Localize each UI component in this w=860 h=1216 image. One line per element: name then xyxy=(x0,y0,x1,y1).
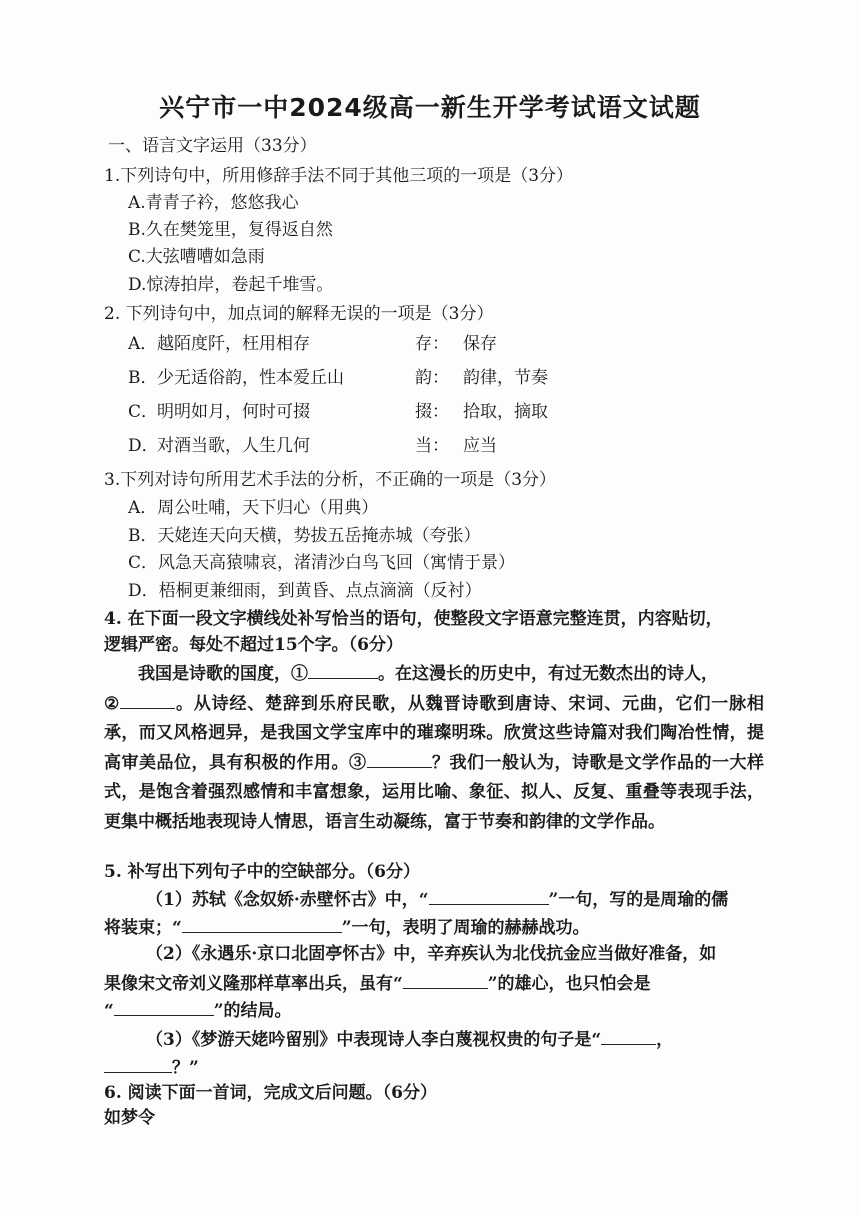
q5-s2-line1: （2）《永遇乐·京口北固亭怀古》中，辛弃疾认为北伐抗金应当做好准备，如 xyxy=(146,944,717,964)
q1-option-d: D.惊涛拍岸，卷起千堆雪。 xyxy=(128,275,334,295)
q5-s1-line1 xyxy=(146,886,728,912)
q2-row-d-meaning: 应当 xyxy=(463,436,497,456)
q4-stem-line2: 逻辑严密。每处不超过15个字。（6分） xyxy=(104,635,403,655)
q4-stem-line1: 4. 在下面一段文字横线处补写恰当的语句，使整段文字语意完整连贯，内容贴切， xyxy=(104,609,723,629)
q5-blank-6[interactable] xyxy=(104,1054,172,1073)
q5-s3-part-c: ？” xyxy=(172,1058,199,1078)
q2-row-c-poem: 明明如月，何时可掇 xyxy=(157,402,310,422)
q5-blank-3[interactable] xyxy=(403,970,488,989)
q5-s2-part-c: ”的雄心，也只怕会是 xyxy=(487,974,651,994)
q5-s3-part-a: （3）《梦游天姥吟留别》中表现诗人李白蔑视权贵的句子是“ xyxy=(146,1030,602,1050)
q4-blank-1[interactable] xyxy=(308,660,378,679)
q3-option-d: D．梧桐更兼细雨，到黄昏、点点滴滴（反衬） xyxy=(128,581,482,601)
q2-stem: 2. 下列诗句中，加点词的解释无误的一项是（3分） xyxy=(104,304,494,324)
q5-blank-2[interactable] xyxy=(182,914,342,933)
q4-blank-2[interactable] xyxy=(120,690,175,709)
q4-passage-part3: ② xyxy=(104,693,121,714)
q4-passage-part4: 。从诗经、楚辞到乐府民歌，从魏晋诗歌到唐诗、宋词、元曲，它们一脉相承，而又风格迥异，是我国文学宝库中的璀璨明珠。欣赏这些诗篇对我们陶冶性情，提高审美品位，具有积极的作用。③ xyxy=(104,693,764,773)
q5-s3-part-b: ， xyxy=(656,1030,674,1050)
q2-row-c-letter: C． xyxy=(128,402,159,422)
q5-s3-line1 xyxy=(146,1026,673,1052)
q2-row-b-poem: 少无适俗韵，性本爱丘山 xyxy=(157,368,344,388)
q5-s2-line3 xyxy=(104,997,292,1023)
q1-option-a: A.青青子衿，悠悠我心 xyxy=(128,193,299,213)
q4-blank-3[interactable] xyxy=(367,749,432,768)
q4-passage-part1: 我国是诗歌的国度，① xyxy=(138,664,308,684)
q2-row-b-meaning: 韵律，节奏 xyxy=(463,368,548,388)
q3-option-a: A．周公吐哺，天下归心（用典） xyxy=(128,498,379,518)
q5-blank-1[interactable] xyxy=(429,886,549,905)
q2-row-c-meaning: 拾取，摘取 xyxy=(463,402,548,422)
exam-title: 兴宁市一中2024级高一新生开学考试语文试题 xyxy=(159,93,701,122)
q5-stem: 5. 补写出下列句子中的空缺部分。（6分） xyxy=(104,862,420,882)
q2-row-d-poem: 对酒当歌，人生几何 xyxy=(157,436,310,456)
q1-option-c: C.大弦嘈嘈如急雨 xyxy=(128,247,265,267)
q2-row-c-word: 掇： xyxy=(415,402,449,422)
q2-row-a-word: 存： xyxy=(415,334,449,354)
q2-row-b-word: 韵： xyxy=(415,368,449,388)
q3-option-b: B．天姥连天向天横，势拔五岳掩赤城（夸张） xyxy=(128,526,481,546)
q5-s1-line2 xyxy=(104,914,590,940)
q2-row-a-letter: A． xyxy=(128,334,158,354)
q2-row-a-meaning: 保存 xyxy=(463,334,497,354)
q2-row-b-letter: B． xyxy=(128,368,158,388)
q5-s1-part-b: ”一句，写的是周瑜的儒 xyxy=(548,890,729,910)
q5-s2-line2 xyxy=(104,970,651,996)
q5-s1-part-c: 将装束；“ xyxy=(104,918,182,938)
q2-row-d-letter: D． xyxy=(128,436,159,456)
q2-row-a-poem: 越陌度阡，枉用相存 xyxy=(157,334,310,354)
section-heading: 一、语言文字运用（33分） xyxy=(108,136,317,156)
q3-option-c: C．风急天高猿啸哀，渚清沙白鸟飞回（寓情于景） xyxy=(128,553,516,573)
q2-row-d-word: 当： xyxy=(415,436,449,456)
q4-passage-part2: 。在这漫长的历史中，有过无数杰出的诗人， xyxy=(378,664,718,684)
q4-passage xyxy=(104,660,764,837)
q5-blank-4[interactable] xyxy=(114,997,214,1016)
q5-s2-part-e: ”的结局。 xyxy=(213,1001,292,1021)
q4-passage-part5: ？我们一般认为，诗歌是文学作品的一大样式，是饱含着强烈感情和丰富想象，运用比喻、象征、拟人、反复、重叠等表现手法，更集中概括地表现诗人情思，语言生动凝练，富于节奏和韵律的文学作品。 xyxy=(104,752,764,832)
q5-blank-5[interactable] xyxy=(601,1026,656,1045)
q5-s2-part-d: “ xyxy=(104,1001,114,1021)
q6-poem-title: 如梦令 xyxy=(104,1108,155,1128)
q6-stem: 6. 阅读下面一首词，完成文后问题。（6分） xyxy=(104,1083,437,1103)
q5-s1-part-a: （1）苏轼《念奴娇·赤壁怀古》中，“ xyxy=(146,890,429,910)
q1-stem: 1.下列诗句中，所用修辞手法不同于其他三项的一项是（3分） xyxy=(104,166,574,186)
q5-s1-part-d: ”一句，表明了周瑜的赫赫战功。 xyxy=(341,918,590,938)
q3-stem: 3.下列对诗句所用艺术手法的分析，不正确的一项是（3分） xyxy=(104,470,557,490)
q5-s2-part-b: 果像宋文帝刘义隆那样草率出兵，虽有“ xyxy=(104,974,403,994)
q1-option-b: B.久在樊笼里，复得返自然 xyxy=(128,220,333,240)
q5-s3-line2 xyxy=(104,1054,199,1080)
